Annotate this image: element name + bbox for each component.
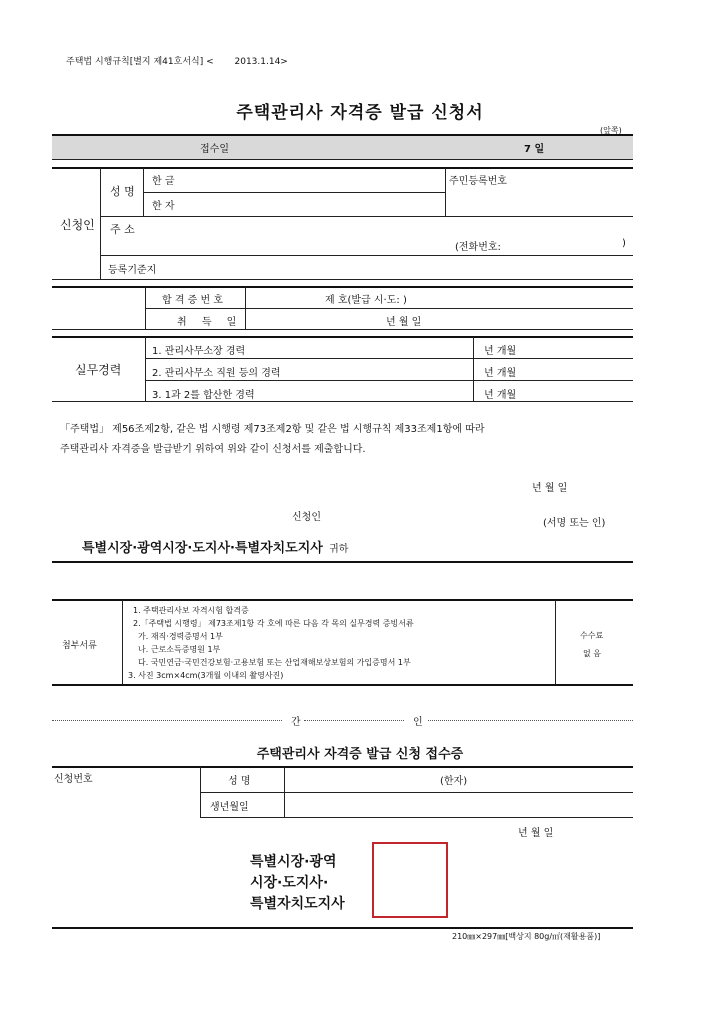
attachments-left-divider bbox=[122, 600, 123, 684]
license-bottom bbox=[52, 329, 633, 330]
form-reference-date: 2013.1.14> bbox=[234, 57, 288, 67]
top-border bbox=[52, 134, 633, 136]
issuer-line-3: 특별자치도지사 bbox=[250, 896, 345, 912]
name-label: 성 명 bbox=[110, 185, 135, 198]
receipt-slip-bottom-border bbox=[52, 927, 633, 929]
birth-date-label: 생년월일 bbox=[210, 802, 249, 813]
experience-right-divider bbox=[473, 337, 474, 401]
receipt-slip-title: 주택관리사 자격증 발급 신청 접수증 bbox=[256, 747, 464, 762]
experience-row-1-label: 1. 관리사무소장 경력 bbox=[152, 346, 246, 357]
declaration-line-2: 주택관리사 자격증을 발급받기 위하여 위와 같이 신청서를 제출합니다. bbox=[60, 444, 366, 455]
attachment-item-2: 2.「주택법 시행령」 제73조제1항 각 호에 따른 다음 각 목의 실무경력 증빙서류 bbox=[133, 619, 414, 628]
attachments-right-divider bbox=[555, 600, 556, 684]
processing-period: 7 일 bbox=[524, 144, 545, 155]
attachment-item-2a: 가. 재직·경력증명서 1부 bbox=[138, 632, 223, 641]
form-reference bbox=[66, 54, 288, 67]
pass-no-label: 합 격 증 번 호 bbox=[162, 295, 224, 306]
registered-domicile-label: 등록기준지 bbox=[108, 265, 157, 276]
form-reference-text: 주택법 시행규칙[별지 제41호서식] < bbox=[66, 57, 214, 67]
cut-line-right bbox=[428, 720, 633, 721]
cut-line-right-text: 인 bbox=[413, 717, 423, 728]
resident-no-label: 주민등록번호 bbox=[449, 176, 507, 187]
application-number-label: 신청번호 bbox=[54, 774, 93, 785]
page-side-label: (앞쪽) bbox=[600, 126, 622, 135]
address-top bbox=[100, 216, 633, 217]
fee-value: 없 음 bbox=[583, 649, 601, 658]
receipt-date-label: 접수일 bbox=[200, 144, 229, 155]
applicant-section-label: 신청인 bbox=[60, 218, 95, 232]
experience-row-1-value: 년 개월 bbox=[484, 346, 517, 357]
attachment-item-3: 3. 사진 3cm×4cm(3개월 이내의 촬영사진) bbox=[128, 671, 284, 680]
addressee bbox=[82, 537, 348, 556]
experience-divider-1 bbox=[145, 358, 633, 359]
receipt-slip-date: 년 월 일 bbox=[518, 828, 554, 839]
domicile-top bbox=[100, 255, 633, 256]
receipt-name-label: 성 명 bbox=[228, 776, 251, 787]
experience-row-3-value: 년 개월 bbox=[484, 390, 517, 401]
experience-section-label: 실무경력 bbox=[75, 363, 122, 377]
receipt-hanja-label: (한자) bbox=[440, 776, 468, 787]
issuer-line-1: 특별시장·광역 bbox=[250, 854, 337, 870]
form-title: 주택관리사 자격증 발급 신청서 bbox=[236, 103, 484, 123]
declaration-line-1: 「주택법」 제56조제2항, 같은 법 시행령 제73조제2항 및 같은 법 시행규칙 제33조제1항에 따라 bbox=[60, 424, 485, 435]
experience-left-divider bbox=[145, 337, 146, 401]
official-seal-box bbox=[372, 842, 448, 918]
receipt-band-bottom bbox=[52, 159, 633, 160]
fee-label: 수수료 bbox=[580, 631, 604, 640]
receipt-slip-top-border bbox=[52, 766, 633, 768]
license-top-border bbox=[52, 286, 633, 288]
acquired-date-value: 년 월 일 bbox=[386, 317, 422, 328]
attachments-label: 첨부서류 bbox=[62, 641, 97, 651]
experience-row-2-label: 2. 관리사무소 직원 등의 경력 bbox=[152, 368, 281, 379]
issuer-line-2: 시장·도지사· bbox=[250, 875, 329, 891]
cut-line-left bbox=[52, 720, 282, 721]
hanja-label: 한 자 bbox=[152, 201, 175, 212]
signature-label: (서명 또는 인) bbox=[543, 518, 606, 529]
experience-bottom bbox=[52, 401, 633, 402]
pass-no-value: 제 호(발급 시·도: ) bbox=[325, 295, 407, 306]
receipt-slip-bottom bbox=[200, 817, 633, 818]
attachment-item-1: 1. 주택관리사보 자격시험 합격증 bbox=[133, 606, 249, 615]
receipt-slip-row-divider bbox=[200, 792, 633, 793]
attachments-bottom-border bbox=[52, 684, 633, 686]
resident-no-divider bbox=[445, 168, 446, 216]
receipt-band bbox=[52, 135, 633, 159]
applicant-label-divider bbox=[100, 168, 101, 279]
experience-divider-2 bbox=[145, 380, 633, 381]
attachments-top-border bbox=[52, 599, 633, 601]
declaration-bottom-border bbox=[52, 561, 633, 563]
declaration-applicant-label: 신청인 bbox=[292, 512, 321, 523]
name-row-divider bbox=[143, 192, 445, 193]
phone-label: (전화번호: bbox=[455, 242, 501, 253]
acquired-date-label: 취 득 일 bbox=[177, 317, 243, 328]
cut-line-left-text: 간 bbox=[291, 717, 301, 728]
applicant-bottom bbox=[52, 279, 633, 280]
attachment-item-2c: 다. 국민연금·국민건강보험·고용보험 또는 산업재해보상보험의 가입증명서 1부 bbox=[138, 658, 411, 667]
cut-line-mid bbox=[304, 720, 404, 721]
phone-close: ) bbox=[622, 238, 626, 249]
hangul-label: 한 글 bbox=[152, 176, 175, 187]
addressee-suffix: 귀하 bbox=[329, 544, 349, 555]
attachment-item-2b: 나. 근로소득증명원 1부 bbox=[138, 645, 221, 654]
paper-spec-footer: 210㎜×297㎜[백상지 80g/㎡(재활용품)] bbox=[452, 932, 601, 941]
experience-row-2-value: 년 개월 bbox=[484, 368, 517, 379]
address-label: 주 소 bbox=[110, 223, 135, 236]
experience-top-border bbox=[52, 336, 633, 338]
declaration-date: 년 월 일 bbox=[532, 483, 568, 494]
addressee-main: 특별시장·광역시장·도지사·특별자치도지사 bbox=[82, 541, 323, 556]
license-row-divider bbox=[145, 308, 633, 309]
applicant-top-border bbox=[52, 167, 633, 169]
experience-row-3-label: 3. 1과 2를 합산한 경력 bbox=[152, 390, 255, 401]
